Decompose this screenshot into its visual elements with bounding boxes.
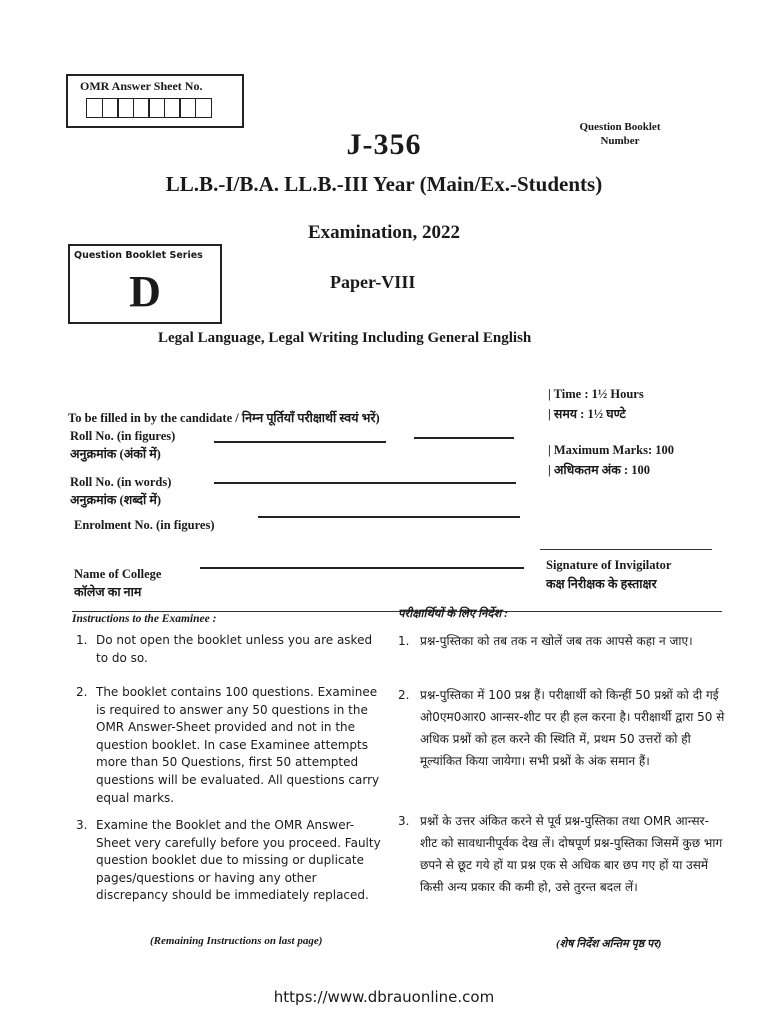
omr-cell xyxy=(133,98,150,118)
instructions-en-footer: (Remaining Instructions on last page) xyxy=(150,935,323,947)
instruction-number: 2. xyxy=(76,685,88,699)
series-label: Question Booklet Series xyxy=(74,250,203,261)
question-booklet-number-label: Question Booklet Number xyxy=(579,121,661,147)
instruction-text: Do not open the booklet unless you are asked to do so. xyxy=(96,633,373,665)
time-hi: | समय : 1½ घण्टे xyxy=(548,407,626,421)
college-label-en: Name of College xyxy=(74,567,162,581)
source-url: https://www.dbrauonline.com xyxy=(273,988,495,1006)
roll-figures-label-en: Roll No. (in figures) xyxy=(70,429,176,443)
omr-cell xyxy=(148,98,165,118)
instructions-hi-item xyxy=(398,684,726,772)
roll-words-field[interactable] xyxy=(214,482,516,484)
instruction-number: 3. xyxy=(76,818,88,832)
omr-cell xyxy=(117,98,134,118)
instructions-en-item xyxy=(76,684,382,807)
exam-title: Examination, 2022 xyxy=(307,222,461,243)
instructions-en-item xyxy=(76,632,382,667)
omr-cell xyxy=(86,98,103,118)
college-field[interactable] xyxy=(200,567,524,569)
instructions-hi-item xyxy=(398,810,726,898)
enrolment-label: Enrolment No. (in figures) xyxy=(74,518,215,532)
series-letter: D xyxy=(129,267,161,316)
subject-title: Legal Language, Legal Writing Including General English xyxy=(158,330,532,346)
instruction-text: प्रश्न-पुस्तिका को तब तक न खोलें जब तक आपसे कहा न जाए। xyxy=(420,634,693,648)
instruction-number: 1. xyxy=(76,633,88,647)
roll-figures-field[interactable] xyxy=(214,441,386,443)
instructions-en-item xyxy=(76,817,382,905)
instruction-number: 2. xyxy=(398,688,410,702)
time-en: | Time : 1½ Hours xyxy=(548,387,644,401)
omr-cell xyxy=(164,98,181,118)
marks-en: | Maximum Marks: 100 xyxy=(548,443,675,457)
signature-label-en: Signature of Invigilator xyxy=(546,558,672,572)
college-label-hi: कॉलेज का नाम xyxy=(74,585,142,599)
paper-number: Paper-VIII xyxy=(330,272,416,292)
instructions-hi-footer: (शेष निर्देश अन्तिम पृष्ठ पर) xyxy=(556,938,662,950)
instructions-en-heading: Instructions to the Examinee : xyxy=(72,613,217,625)
question-booklet-series-box xyxy=(68,244,222,324)
roll-words-label-hi: अनुक्रमांक (शब्दों में) xyxy=(70,493,161,507)
omr-cells xyxy=(86,98,210,118)
marks-hi: | अधिकतम अंक : 100 xyxy=(548,463,650,477)
instruction-number: 3. xyxy=(398,814,410,828)
omr-cell xyxy=(195,98,212,118)
signature-label-hi: कक्ष निरीक्षक के हस्ताक्षर xyxy=(546,577,657,591)
roll-figures-field-extra[interactable] xyxy=(414,437,514,439)
omr-answer-sheet-box xyxy=(66,74,244,128)
instructions-hi-heading: परीक्षार्थियों के लिए निर्देश : xyxy=(398,608,508,620)
omr-cell xyxy=(102,98,119,118)
roll-words-label-en: Roll No. (in words) xyxy=(70,475,172,489)
instructions-hi-item xyxy=(398,630,726,652)
form-heading: To be filled in by the candidate / निम्न पूर्तियाँ परीक्षार्थी स्वयं भरें) xyxy=(68,411,380,425)
omr-label: OMR Answer Sheet No. xyxy=(80,79,203,93)
paper-code: J-356 xyxy=(346,128,422,161)
enrolment-field[interactable] xyxy=(258,516,520,518)
course-title: LL.B.-I/B.A. LL.B.-III Year (Main/Ex.-Students) xyxy=(165,172,603,196)
instruction-text: प्रश्नों के उत्तर अंकित करने से पूर्व प्रश्न-पुस्तिका तथा OMR आन्सर-शीट को सावधानीपूर्वक देख लें। दोषपूर्ण प्रश्न-पुस्तिका जिसमें कुछ भाग छपने से छूट गये हों या प्रश्न एक से अधिक बार छप गए हों या उसमें किसी अन्य प्रकार की कमी हो, उसे तुरन्त बदल लें। xyxy=(420,814,723,894)
omr-cell xyxy=(179,98,196,118)
roll-figures-label-hi: अनुक्रमांक (अंकों में) xyxy=(70,447,161,461)
instruction-text: Examine the Booklet and the OMR Answer-Sheet very carefully before you proceed. Faulty question booklet due to missing or duplicate pages/questions or having any other discrepancy should be immediately replaced. xyxy=(96,818,381,903)
instruction-number: 1. xyxy=(398,634,410,648)
instruction-text: प्रश्न-पुस्तिका में 100 प्रश्न हैं। परीक्षार्थी को किन्हीं 50 प्रश्नों को दी गई ओ0एम0आर0 आन्सर-शीट पर ही हल करना है। परीक्षार्थी द्वारा 50 से अधिक प्रश्नों को हल करने की स्थिति में, प्रथम 50 उत्तरों को ही मूल्यांकित किया जायेगा। सभी प्रश्नों के अंक समान हैं। xyxy=(420,688,725,768)
instruction-text: The booklet contains 100 questions. Examinee is required to answer any 50 questions in the OMR Answer-Sheet provided and not in the question booklet. In case Examinee attempts more than 50 Questions, first 50 attempted questions will be evaluated. All questions carry equal marks. xyxy=(96,685,380,805)
signature-rule xyxy=(540,549,712,550)
section-divider xyxy=(72,611,722,612)
